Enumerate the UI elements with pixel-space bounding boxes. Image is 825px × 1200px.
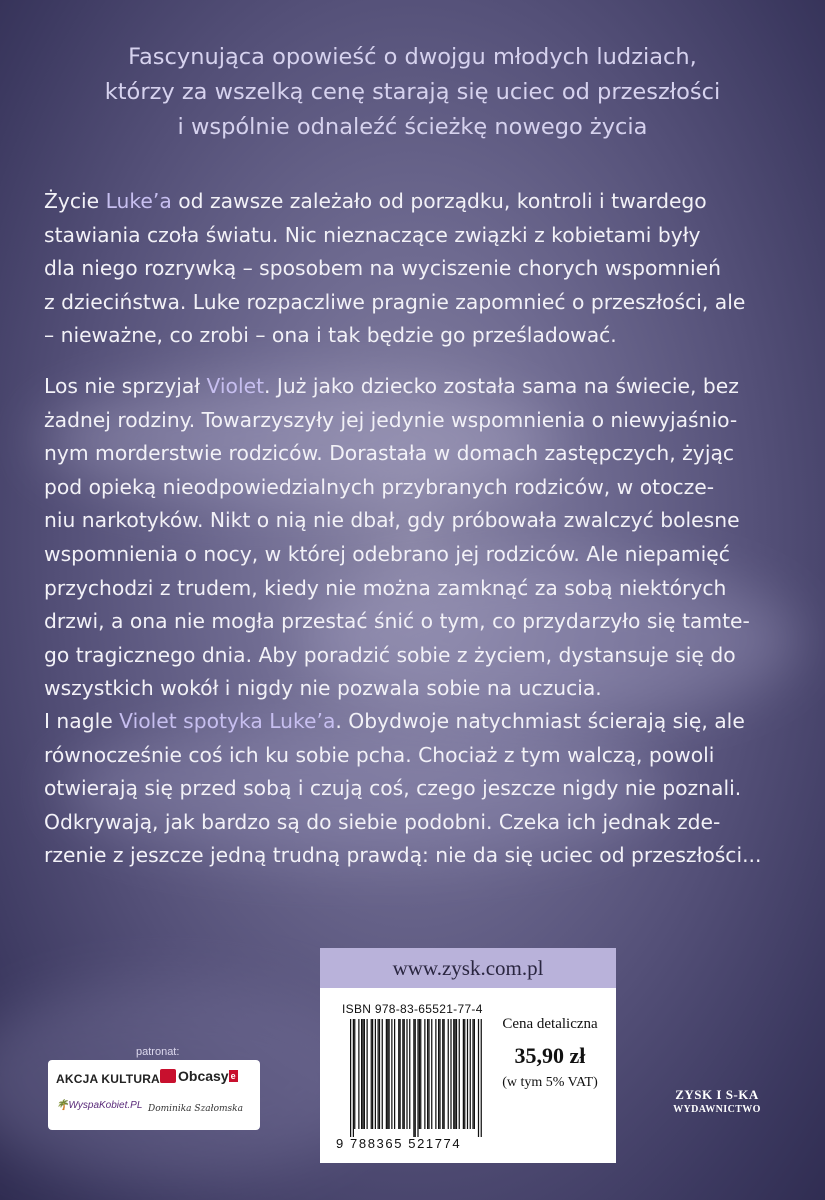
paragraph-text: . Obydwoje natychmiast ścierają się, ale równocześnie coś ich ku sobie pcha. Chociaż z tym walczą, powoli otwierają się przed sobą i czują coś, czego jeszcze nigdy nie poznali. Odkrywają, jak bardzo są do siebie podobni. Czeka ich jednak zde- rzenie z jeszcze jedną trudną prawdą: nie da się uciec od przeszłości... [44, 709, 762, 868]
barcode-bar [439, 1019, 440, 1129]
paragraph-luke [44, 185, 784, 353]
barcode-panel [320, 988, 616, 1163]
paragraph-meeting [44, 705, 784, 873]
barcode-bar [358, 1019, 359, 1129]
paragraph-text: . Już jako dziecko została sama na świecie, bez żadnej rodziny. Towarzyszyły jej jedynie wspomnienia o niewyjaśnio- nym morderstwie rodziców. Dorastała w domach zastępczych, żyjąc pod opieką nieodpowiedzialnych przybranych rodziców, w otocze- niu narkotyków. Nikt o nią nie dbał, gdy próbowała zwalczyć bolesne wspomnienia o nocy, w której odebrano jej rodziców. Ale niepamięć przychodzi z trudem, kiedy nie można zamknąć za sobą niektórych drzwi, a ona nie mogła przestać śnić o tym, co przydarzyło się tamte- go tragicznego dnia. Aby poradzić sobie z życiem, dystansuje się do wszystkich wokół i nigdy nie pozwala sobie na uczucia. [44, 374, 750, 701]
barcode-bar [387, 1019, 388, 1129]
price-label: Cena detaliczna [502, 1016, 598, 1032]
barcode-bar [375, 1019, 376, 1129]
obcasy-text: Obcasy [178, 1068, 229, 1084]
patron-logos [48, 1060, 260, 1130]
barcode-bar [467, 1019, 468, 1129]
publisher-subtitle: WYDAWNICTWO [673, 1104, 761, 1115]
barcode-bar [459, 1019, 460, 1129]
barcode-bar [413, 1019, 414, 1137]
barcode-bar [361, 1019, 362, 1129]
tagline: Fascynująca opowieść o dwojgu młodych ludziach, którzy za wszelką cenę starają się uciec od przeszłości i wspólnie odnaleźć ścieżkę nowego życia [104, 44, 721, 140]
publisher-logo [662, 1087, 772, 1115]
barcode-bar [371, 1019, 372, 1129]
barcode-bar [463, 1019, 464, 1129]
barcode-bar [478, 1019, 479, 1137]
barcode-bar [354, 1019, 355, 1129]
paragraph-text: Los nie sprzyjał [44, 374, 207, 398]
barcode-bar [394, 1019, 395, 1129]
barcode-bar [409, 1019, 410, 1129]
barcode-bar [424, 1019, 425, 1129]
barcode-bar [431, 1019, 432, 1129]
palm-icon: 🌴 [56, 1100, 69, 1111]
barcode-bar [362, 1019, 363, 1129]
barcode-bar [456, 1019, 457, 1129]
isbn-text: ISBN 978-83-65521-77-4 [342, 1002, 483, 1016]
price-vat: (w tym 5% VAT) [502, 1075, 598, 1090]
barcode-bar [438, 1019, 439, 1129]
barcode-bar [464, 1019, 465, 1129]
paragraph-text: I nagle [44, 709, 120, 733]
obcasy-tag: e [230, 1071, 236, 1081]
barcode-bar [450, 1019, 451, 1129]
barcode-bar [372, 1019, 373, 1129]
barcode-bar [389, 1019, 390, 1129]
price-block [490, 1016, 610, 1091]
barcode-bar [367, 1019, 368, 1129]
barcode-bar [474, 1019, 475, 1129]
barcode-digits: 9 788365 521774 [336, 1136, 462, 1151]
barcode-bar [427, 1019, 428, 1129]
barcode-bar [415, 1019, 416, 1137]
akcja-kultura-text: AKCJA KULTURA [56, 1072, 160, 1086]
barcode-bar [470, 1019, 471, 1129]
barcode-bar [379, 1019, 380, 1129]
barcode-bar [406, 1019, 407, 1129]
website-url[interactable] [320, 948, 616, 988]
barcode-bar [350, 1019, 351, 1137]
paragraph-text: od zawsze zależało od porządku, kontroli i twardego stawiania czoła światu. Nic nieznaczące związki z kobietami były dla niego rozrywką – sposobem na wyciszenie chorych wspomnień z dzieciństwa. Luke rozpaczliwe pragnie zapomnieć o przeszłości, ale – nieważne, co zrobi – ona i tak będzie go prześladować. [44, 189, 746, 348]
obcasy-logo [160, 1068, 238, 1084]
paragraph-violet [44, 370, 784, 706]
dominika-text: Dominika Szałomska [148, 1104, 243, 1114]
barcode-bar [404, 1019, 405, 1129]
barcode-bar [481, 1019, 482, 1137]
barcode-bar [378, 1019, 379, 1129]
barcode-bar [400, 1019, 401, 1129]
barcode-bar [417, 1019, 418, 1137]
barcode-bar [420, 1019, 421, 1129]
barcode-bar [391, 1019, 392, 1129]
publisher-name: ZYSK I S-KA [675, 1087, 759, 1102]
barcode-bar [386, 1019, 387, 1129]
barcode-bar [442, 1019, 443, 1129]
patronat-label: patronat: [136, 1046, 180, 1058]
price-value: 35,90 zł [514, 1043, 586, 1068]
barcode-bar [364, 1019, 365, 1129]
dominika-szalomska-signature [148, 1104, 243, 1114]
barcode-bar [382, 1019, 383, 1129]
barcode-bar [353, 1019, 354, 1137]
website-url-text: www.zysk.com.pl [392, 955, 544, 980]
barcode-bar [448, 1019, 449, 1129]
highlighted-name: Violet [206, 374, 265, 398]
wyspa-kobiet-logo [56, 1100, 142, 1111]
barcode-bar [472, 1019, 473, 1129]
barcode-bar [398, 1019, 399, 1129]
highlighted-name: Luke’a [105, 189, 172, 213]
barcode-bar [428, 1019, 429, 1129]
highlighted-name: Violet spotyka Luke’a [119, 709, 336, 733]
barcode-bar [455, 1019, 456, 1129]
barcode-image [350, 1019, 482, 1139]
obcasy-mark-icon [160, 1069, 176, 1083]
barcode-bar [444, 1019, 445, 1129]
barcode-bar [453, 1019, 454, 1129]
wyspa-kobiet-text: WyspaKobiet.PL [68, 1100, 143, 1111]
paragraph-text: Życie [44, 189, 106, 213]
barcode-bar [435, 1019, 436, 1129]
barcode-bar [419, 1019, 420, 1129]
barcode-bar [402, 1019, 403, 1129]
akcja-kultura-logo [56, 1072, 171, 1086]
